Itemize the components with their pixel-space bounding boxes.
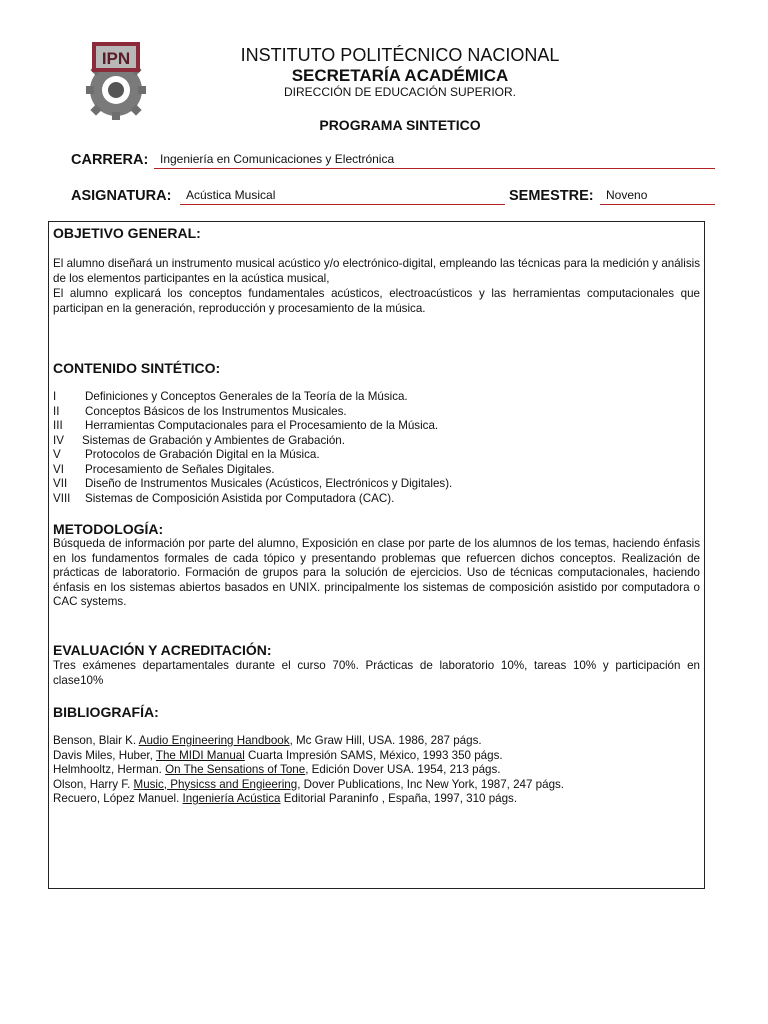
objetivo-p2: El alumno explicará los conceptos fundamentales acústicos, electroacústicos y las herramientas computacionales que participan en la generación, reproducción y procesamiento de la música. — [53, 287, 700, 315]
evaluacion-text: Tres exámenes departamentales durante el curso 70%. Prácticas de laboratorio 10%, tareas 10% y participación en clase10% — [53, 659, 700, 687]
bibliografia-list — [53, 734, 700, 807]
bibliografia-title: BIBLIOGRAFÍA: — [53, 704, 159, 720]
evaluacion-title: EVALUACIÓN Y ACREDITACIÓN: — [53, 642, 272, 658]
program-title: PROGRAMA SINTETICO — [319, 117, 481, 133]
list-item: VIII Sistemas de Composición Asistida por Computadora (CAC). — [53, 491, 395, 505]
semestre-label: SEMESTRE: — [509, 188, 594, 204]
list-item: IV Sistemas de Grabación y Ambientes de Grabación. — [53, 433, 345, 447]
list-item: Helmhooltz, Herman. On The Sensations of Tone, Edición Dover USA. 1954, 213 págs. — [53, 763, 501, 776]
list-item: Benson, Blair K. Audio Engineering Handbook, Mc Graw Hill, USA. 1986, 287 págs. — [53, 734, 482, 747]
list-item: I Definiciones y Conceptos Generales de la Teoría de la Música. — [53, 390, 408, 403]
list-item: VI Procesamiento de Señales Digitales. — [53, 462, 275, 476]
metodologia-text: Búsqueda de información por parte del alumno, Exposición en clase por parte de los alumnos de los temas, haciendo énfasis en los fundamentos formales de cada tópico y presentando problemas que refuercen dichos conceptos. Realización de prácticas de laboratorio. Formación de grupos para la solución de ejercicios. Uso de técnicas computacionales, haciendo énfasis en los sistemas abiertos basados en UNIX. principalmente los sistemas de composición asistido por computadora o CAC systems. — [53, 537, 700, 608]
direction-subtitle: DIRECCIÓN DE EDUCACIÓN SUPERIOR. — [283, 85, 517, 99]
logo-lettering: IPN — [101, 49, 131, 68]
metodologia-title: METODOLOGÍA: — [53, 521, 164, 537]
contenido-list — [53, 390, 700, 506]
contenido-title: CONTENIDO SINTÉTICO: — [53, 360, 221, 376]
institution-title: INSTITUTO POLITÉCNICO NACIONAL — [240, 45, 560, 65]
list-item: III Herramientas Computacionales para el Procesamiento de la Música. — [53, 419, 439, 432]
objetivo-p1: El alumno diseñará un instrumento musical acústico y/o electrónico-digital, empleando las técnicas para la medición y análisis de los elementos participantes en la acústica musical, — [53, 257, 700, 285]
list-item: VII Diseño de Instrumentos Musicales (Acústicos, Electrónicos y Digitales). — [53, 477, 453, 490]
ipn-logo — [80, 36, 152, 124]
list-item: Davis Miles, Huber, The MIDI Manual Cuarta Impresión SAMS, México, 1993 350 págs. — [53, 748, 503, 762]
secretariat-title: SECRETARÍA ACADÉMICA — [291, 66, 509, 85]
asignatura-field: Acústica Musical — [180, 188, 505, 205]
asignatura-label: ASIGNATURA: — [71, 188, 172, 204]
list-item: V Protocolos de Grabación Digital en la Música. — [53, 448, 320, 461]
list-item: Olson, Harry F. Music, Physicss and Engieering, Dover Publications, Inc New York, 1987, 247 págs. — [53, 777, 565, 791]
list-item: II Conceptos Básicos de los Instrumentos Musicales. — [53, 404, 347, 418]
carrera-field: Ingeniería en Comunicaciones y Electrónica — [154, 152, 715, 169]
semestre-field: Noveno — [600, 188, 715, 205]
list-item: Recuero, López Manuel. Ingeniería Acústica Editorial Paraninfo , España, 1997, 310 págs. — [53, 792, 518, 805]
carrera-label: CARRERA: — [71, 152, 149, 168]
objetivo-title: OBJETIVO GENERAL: — [53, 225, 201, 241]
